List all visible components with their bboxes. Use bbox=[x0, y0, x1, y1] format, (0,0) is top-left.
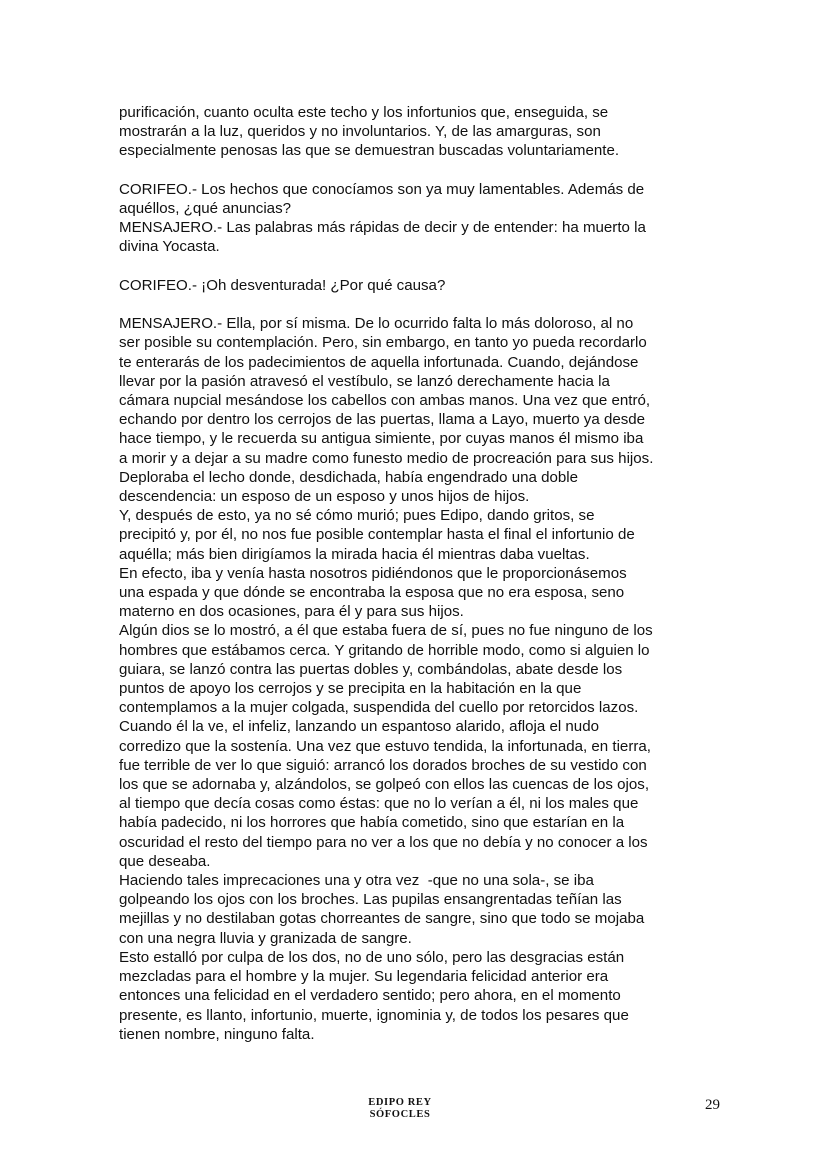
paragraph-mensajero-speech: MENSAJERO.- Ella, por sí misma. De lo ocurrido falta lo más doloroso, al no ser posible su contemplación. Pero, sin embargo, en tanto yo pueda recordarlo te enterarás de los padecimientos de aquella infortunada. Cuando, dejándose llevar por la pasión atravesó el vestíbulo, se lanzó derechamente hacia la cámara nupcial mesándose los cabellos con ambas manos. Una vez que entró, echando por dentro los cerrojos de las puertas, llama a Layo, muerto ya desde hace tiempo, y le recuerda su antigua simiente, por cuyas manos él mismo iba a morir y a dejar a su madre como funesto medio de procreación para sus hijos. Deploraba el lecho donde, desdichada, había engendrado una doble descendencia: un esposo de un esposo y unos hijos de hijos. Y, después de esto, ya no sé cómo murió; pues Edipo, dando gritos, se precipitó y, por él, no nos fue posible contemplar hasta el final el infortunio de aquélla; más bien dirigíamos la mirada hacia él mientras daba vueltas. En efecto, iba y venía hasta nosotros pidiéndonos que le proporcionásemos una espada y que dónde se encontraba la esposa que no era esposa, seno materno en dos ocasiones, para él y para sus hijos. Algún dios se lo mostró, a él que estaba fuera de sí, pues no fue ninguno de los hombres que estábamos cerca. Y gritando de horrible modo, como si alguien lo guiara, se lanzó contra las puertas dobles y, combándolas, abate desde los puntos de apoyo los cerrojos y se precipita en la habitación en la que contemplamos a la mujer colgada, suspendida del cuello por retorcidos lazos. Cuando él la ve, el infeliz, lanzando un espantoso alarido, afloja el nudo corredizo que la sostenía. Una vez que estuvo tendida, la infortunada, en tierra, fue terrible de ver lo que siguió: arrancó los dorados broches de su vestido con los que se adornaba y, alzándolos, se golpeó con ellos las cuencas de los ojos, al tiempo que decía cosas como éstas: que no lo verían a él, ni los males que había padecido, ni los horrores que había cometido, sino que estarían en la oscuridad el resto del tiempo para no ver a los que no debía y no conocer a los que deseaba. Haciendo tales imprecaciones una y otra vez -que no una sola-, se iba golpeando los ojos con los broches. Las pupilas ensangrentadas teñían las mejillas y no destilaban gotas chorreantes de sangre, sino que todo se mojaba con una negra lluvia y granizada de sangre. Esto estalló por culpa de los dos, no de uno sólo, pero las desgracias están mezcladas para el hombre y la mujer. Su legendaria felicidad anterior era entonces una felicidad en el verdadero sentido; pero ahora, en el momento presente, es llanto, infortunio, muerte, ignominia y, de todos los pesares que tienen nombre, ninguno falta. bbox=[119, 315, 654, 1043]
paragraph-dialogue-corifeo-mensajero: CORIFEO.- Los hechos que conocíamos son ya muy lamentables. Además de aquéllos, ¿qué anuncias? MENSAJERO.- Las palabras más rápidas de decir y de entender: ha muerto la divina Yocasta. bbox=[119, 180, 646, 256]
paragraph-spacer bbox=[119, 257, 719, 276]
running-footer-title bbox=[330, 1097, 470, 1121]
paragraph-corifeo-question: CORIFEO.- ¡Oh desventurada! ¿Por qué causa? bbox=[119, 276, 446, 294]
footer-author: SÓFOCLES bbox=[369, 1109, 431, 1120]
paragraph-spacer bbox=[119, 295, 719, 314]
page-body bbox=[119, 103, 719, 1044]
paragraph-opening: purificación, cuanto oculta este techo y los infortunios que, enseguida, se mostrarán a la luz, queridos y no involuntarios. Y, de las amarguras, son especialmente penosas las que se demuestran buscadas voluntariamente. bbox=[119, 104, 620, 160]
page-number: 29 bbox=[705, 1097, 720, 1113]
footer-work-title: EDIPO REY bbox=[368, 1097, 432, 1108]
paragraph-spacer bbox=[119, 161, 719, 180]
